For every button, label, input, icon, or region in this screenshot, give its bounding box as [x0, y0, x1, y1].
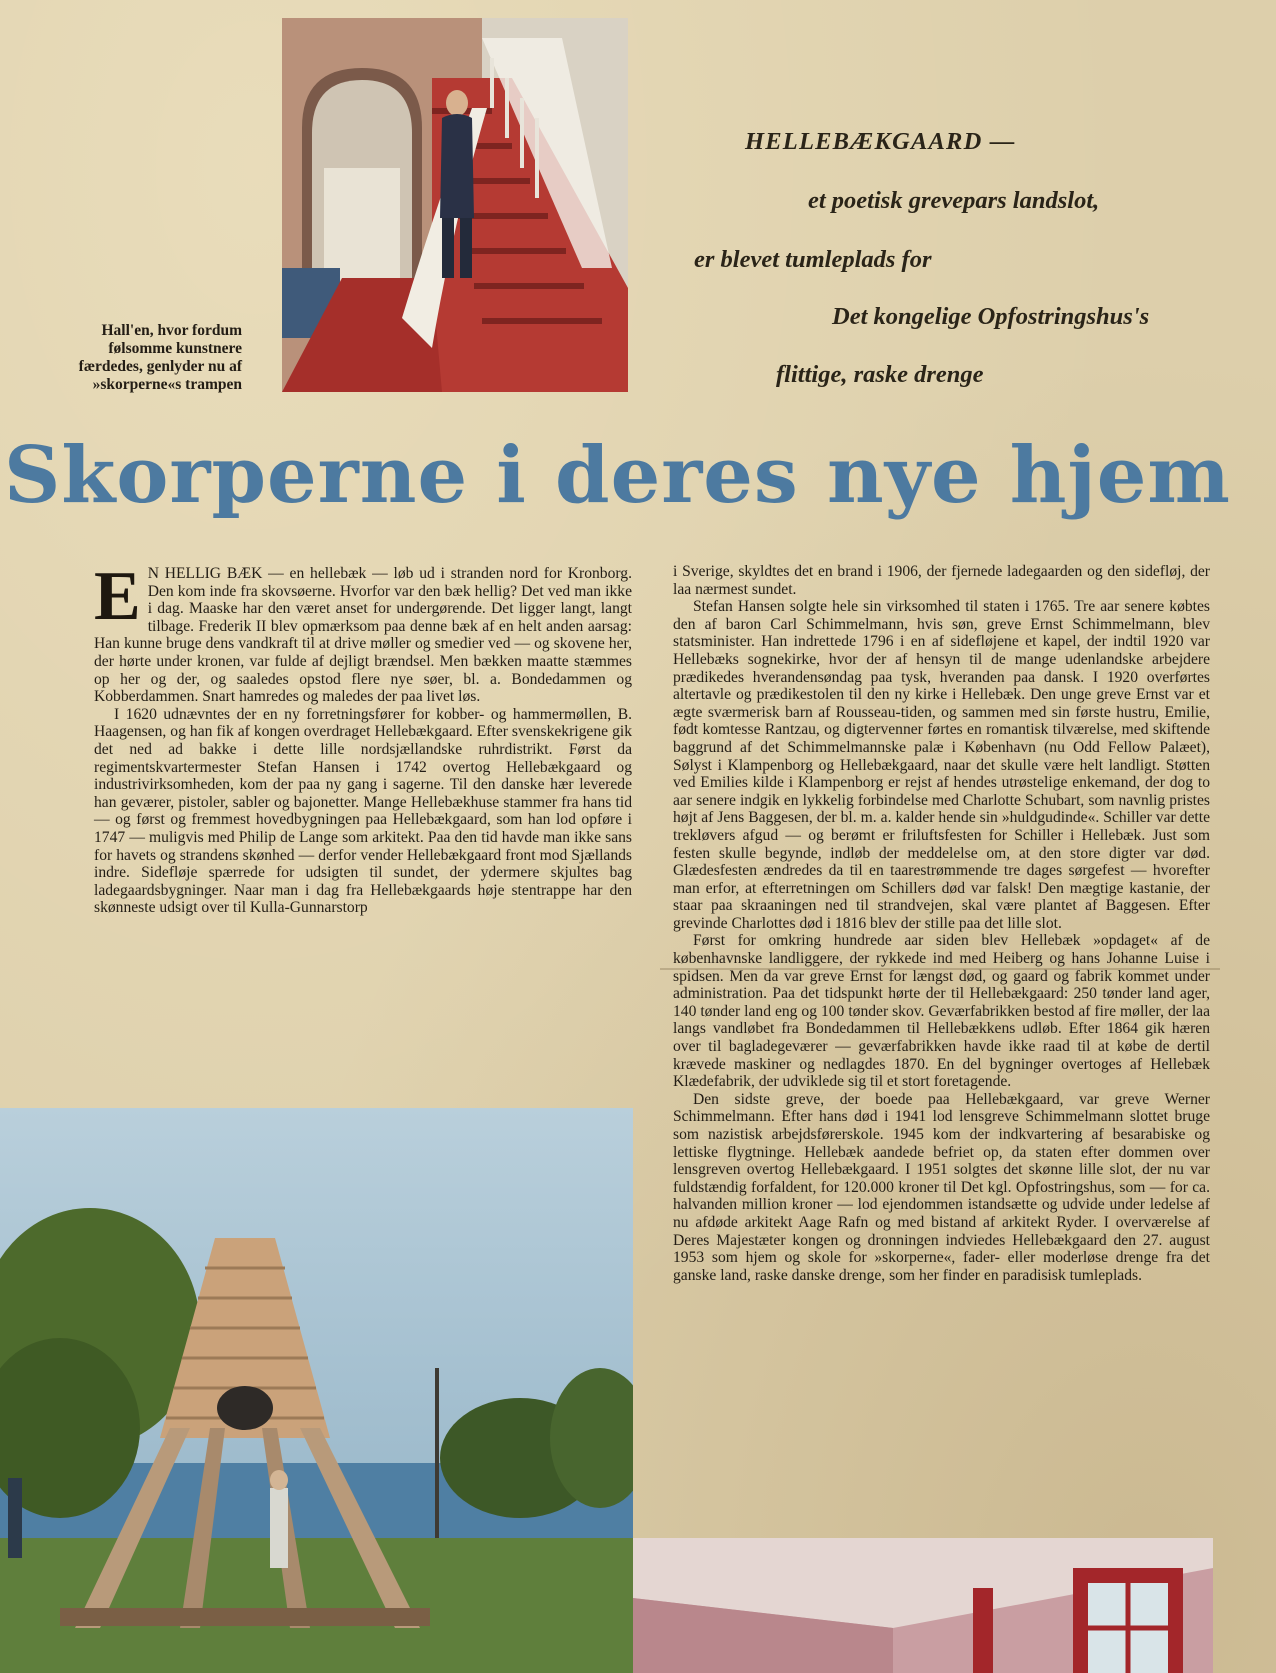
- caption-line: Hall'en, hvor fordum: [101, 322, 242, 339]
- article-paragraph: Den sidste greve, der boede paa Hellebækgaard, var greve Werner Schimmelmann. Efter hans død i 1941 lod lensgreve Schimmelmann slottet bruge som nazistisk arbejdsførerskole. 1945 kom der indkvartering af besarabiske og lettiske flygtninge. Hellebæk aandede befriet op, da staten efter dommen over lensgreven overtog Hellebækgaard. I 1951 solgtes det skønne lille slot, der nu var fuldstændig forfaldent, for 120.000 kroner til Det kgl. Opfostringshus, som — for ca. halvanden million kroner — lod ejendommen istandsætte og udvide under ledelse af nu afdøde arkitekt Aage Rafn og med bistand af arkitekt Ryder. I overværelse af Deres Majestæter kongen og dronningen indviedes Hellebækgaard den 27. august 1953 som hjem og skole for »skorperne«, fader- eller moderløse drenge fra det ganske land, raske danske drenge, som her finder en paradisisk tumleplads.: [673, 1090, 1210, 1284]
- article-paragraph: I 1620 udnævntes der en ny forretningsfører for kobber- og hammermøllen, B. Haagensen, og han fik af kongen overdraget Hellebækgaard. Efter svenskekrigene gik det ned ad bakke i dette lille nordsjællandske ruhrdistrikt. Først da regimentskvartermester Stefan Hansen i 1742 overtog Hellebækgaard og industrivirksomheden, kom der paa ny gang i sagerne. Til den danske hær leverede han geværer, pistoler, sabler og bajonetter. Mange Hellebækhuse stammer fra hans tid — og først og fremmest hovedbygningen paa Hellebækgaard, som han lod opføre i 1747 — muligvis med Philip de Lange som arkitekt. Paa den tid havde man ikke sans for havets og strandens skønhed — derfor vender Hellebækgaard front mod Sjællands indre. Sidefløje spærrede for udsigten til sundet, der ydermere skjultes bag ladegaardsbygninger. Naar man i dag fra Hellebækgaards høje stentrappe har den skønneste udsigt over til Kulla-Gunnarstorp: [94, 705, 632, 917]
- article-paragraph: i Sverige, skyldtes det en brand i 1906, der fjernede ladegaarden og den sidefløj, der laa nærmest sundet.: [673, 563, 1210, 598]
- room-interior-photo: [633, 1538, 1213, 1673]
- paragraph-text: N HELLIG BÆK — en hellebæk — løb ud i stranden nord for Kronborg. Den kom inde fra skovsøerne. Hvorfor var den bæk hellig? Det ved man ikke i dag. Maaske har den været anset for undergørende. Det ligger langt, langt tilbage. Frederik II blev opmærksom paa denne bæk af en helt anden aarsag: Han kunne bruge dens vandkraft til at drive møller og smedier ved — og skovene her, der hørte under kronen, var fulde af dejligt brændsel. Men bækken maatte stæmmes op her og der, og saaledes opstod flere nye søer, bl. a. Bondedammen og Kobberdammen. Snart hamredes og maledes der paa livet løs.: [94, 565, 632, 706]
- photo-caption: [20, 322, 242, 394]
- caption-line: »skorperne«s trampen: [92, 376, 242, 393]
- subtitle-line-1: HELLEBÆKGAARD —: [745, 128, 1016, 155]
- hall-staircase-photo: [282, 18, 628, 392]
- article-column-left: [94, 558, 632, 917]
- paper-fold-crease: [660, 968, 1220, 970]
- subtitle-line-2: et poetisk grevepars landslot,: [808, 187, 1100, 214]
- article-column-right: [673, 563, 1210, 1284]
- drop-cap: E: [94, 558, 141, 635]
- subtitle-line-3: er blevet tumleplads for: [694, 246, 932, 273]
- article-paragraph: [94, 558, 632, 706]
- caption-line: følsomme kunstnere: [108, 340, 242, 357]
- bell-tower-photo: [0, 1108, 633, 1673]
- subtitle-line-5: flittige, raske drenge: [776, 361, 984, 388]
- article-paragraph: Stefan Hansen solgte hele sin virksomhed til staten i 1765. Tre aar senere købtes den af baron Carl Schimmelmann, hvis søn, greve Ernst Schimmelmann, blev statsminister. Han indrettede 1796 i en af sidefløjene et kapel, der indtil 1920 var Hellebæks sognekirke, hvor der af hensyn til de mange udenlandske arbejdere prædikedes hverandensøndag paa tysk, hveranden paa dansk. I 1920 overførtes altertavle og prædikestolen til den ny kirke i Hellebæk. Den unge greve Ernst var et ægte sværmerisk barn af Rousseau-tiden, og sammen med sin første hustru, Emilie, født komtesse Rantzau, og digtervenner førtes en romantisk tilværelse, med skiftende baggrund af det Schimmelmannske palæ i København (nu Odd Fellow Palæet), Sølyst i Klampenborg og Hellebækgaard, naar det skulle være helt landligt. Støtten ved Emilies kilde i Klampenborg er rejst af hendes utrøstelige enkemand, der dog to aar senere indgik en lykkelig forbindelse med Charlotte Schubart, som navnlig pristes højt af Jens Baggesen, der bl. m. a. kalder hende sin »huldgudinde«. Schiller var dette trekløvers afgud — og berømt er friluftsfesten for Schiller i Hellebæk. Just som festen skulle begynde, indløb der meddelelse om, at den store digter var død. Glædesfesten ændredes da til en taarestrømmende tre dages sørgefest — hvorefter man erfor, at efterretningen om Schillers død var falsk! Den mægtige kastanie, der staar paa skraaningen ned til strandvejen, skal være plantet af Baggesen. Efter grevinde Charlottes død i 1816 blev der stille paa det lille slot.: [673, 598, 1210, 932]
- headline: Skorperne i deres nye hjem: [4, 430, 1231, 521]
- caption-line: færdedes, genlyder nu af: [78, 358, 242, 375]
- subtitle-line-4: Det kongelige Opfostringshus's: [832, 303, 1150, 330]
- article-paragraph: Først for omkring hundrede aar siden blev Hellebæk »opdaget« af de københavnske landliggere, der rykkede ind med Heiberg og hans Johanne Luise i spidsen. Men da var greve Ernst for længst død, og gaard og fabrik kommet under administration. Paa det tidspunkt hørte der til Hellebækgaard: 250 tønder land ager, 140 tønder land eng og 100 tønder skov. Geværfabrikken bestod af fire møller, der laa langs vandløbet fra Bondedammen til Hellebækkens udløb. Efter 1864 gik hæren over til bagladegeværer — geværfabrikken havde ikke raad til at købe de dertil krævede maskiner og nedlagdes 1870. En del bygninger overtoges af Hellebæk Klædefabrik, der udviklede sig til et stort foretagende.: [673, 932, 1210, 1091]
